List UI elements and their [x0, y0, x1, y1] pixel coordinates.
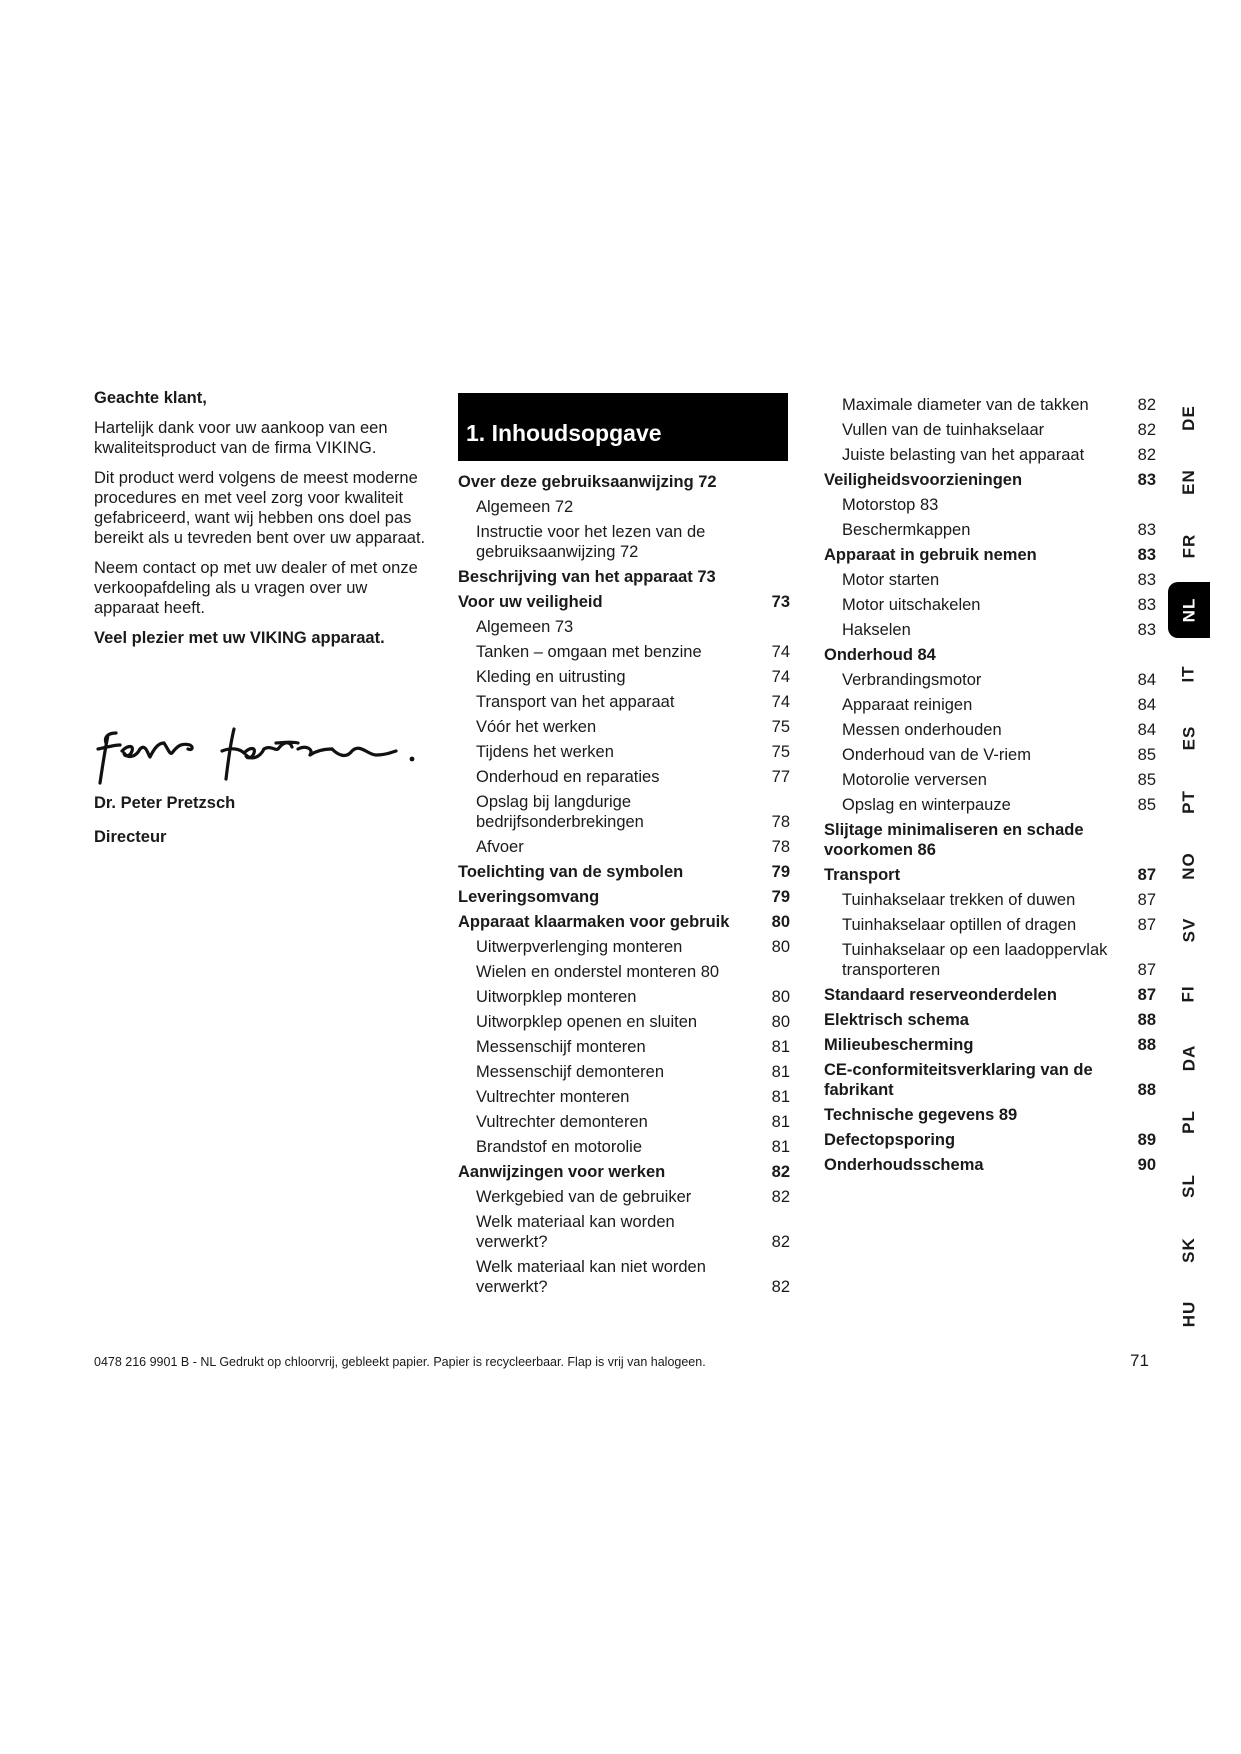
toc-heading [458, 393, 788, 461]
toc-subsection[interactable] [458, 1112, 790, 1132]
toc-subsection[interactable] [824, 420, 1156, 440]
toc-entry-page: 88 [1137, 1081, 1156, 1099]
toc-entry-title: Slijtage minimaliseren en schade voorkomen 86 [824, 821, 1084, 859]
toc-entry-title: Juiste belasting van het apparaat [842, 446, 1085, 464]
toc-subsection[interactable] [458, 717, 790, 737]
toc-entry-title: Brandstof en motorolie [476, 1138, 643, 1156]
toc-subsection[interactable] [458, 987, 790, 1007]
language-tab-fi[interactable] [1168, 966, 1210, 1022]
toc-entry-page: 80 [771, 1013, 790, 1031]
toc-section[interactable] [824, 865, 1156, 885]
toc-entry-title: Onderhoudsschema [824, 1156, 984, 1174]
toc-subsection[interactable] [458, 962, 790, 982]
toc-entry-page: 88 [1137, 1011, 1156, 1029]
language-tab-label: DE [1179, 405, 1198, 431]
toc-entry-title: Motorstop 83 [842, 496, 939, 514]
toc-entry-page: 79 [771, 888, 790, 906]
toc-entry-title: Defectopsporing [824, 1131, 956, 1149]
toc-section[interactable] [824, 1155, 1156, 1175]
toc-entry-page: 73 [771, 593, 790, 611]
toc-subsection[interactable] [458, 1187, 790, 1207]
toc-entry-page: 83 [1137, 471, 1156, 489]
toc-section[interactable] [824, 1105, 1156, 1125]
language-tab-label: IT [1178, 665, 1198, 683]
letter-paragraph: Dit product werd volgens de meest moderne procedures en met veel zorg voor kwaliteit gefabriceerd, want wij hebben ons doel pas bereikt als u tevreden bent over uw apparaat. [94, 469, 426, 547]
toc-entry-page: 85 [1137, 746, 1156, 764]
toc-subsection[interactable] [824, 620, 1156, 640]
toc-entry-page: 83 [1137, 546, 1156, 564]
toc-entry-title: Tijdens het werken [476, 743, 614, 761]
toc-entry-title: Onderhoud en reparaties [476, 768, 660, 786]
toc-entry-title: Algemeen 72 [476, 498, 574, 516]
toc-entry-title: Tuinhakselaar trekken of duwen [842, 891, 1076, 909]
language-tab-pt[interactable] [1168, 774, 1210, 830]
toc-subsection[interactable] [824, 445, 1156, 465]
toc-section[interactable] [458, 592, 790, 612]
toc-subsection[interactable] [458, 1062, 790, 1082]
toc-entry-page: 87 [1137, 986, 1156, 1004]
toc-subsection[interactable] [824, 395, 1156, 415]
toc-section[interactable] [458, 472, 790, 492]
toc-entry-page: 74 [771, 693, 790, 711]
toc-section[interactable] [458, 567, 790, 587]
toc-section[interactable] [824, 1010, 1156, 1030]
language-tab-label: FR [1178, 533, 1198, 559]
toc-entry-page: 82 [771, 1233, 790, 1251]
toc-entry-page: 75 [771, 718, 790, 736]
toc-entry-title: Opslag en winterpauze [842, 796, 1011, 814]
language-tab-label: EN [1179, 469, 1198, 495]
language-tab-label: NO [1179, 852, 1198, 880]
toc-subsection[interactable] [458, 1257, 790, 1297]
language-tab-sv[interactable] [1168, 902, 1210, 958]
toc-entry-title: Vóór het werken [476, 718, 597, 736]
toc-entry-title: Leveringsomvang [458, 888, 600, 906]
toc-entry-title: Standaard reserveonderdelen [824, 986, 1057, 1004]
language-tab-label: FI [1178, 985, 1198, 1003]
toc-entry-page: 82 [771, 1188, 790, 1206]
toc-entry-page: 81 [771, 1138, 790, 1156]
toc-entry-title: Uitworpklep monteren [476, 988, 637, 1006]
toc-entry-page: 82 [1137, 396, 1156, 414]
toc-subsection[interactable] [824, 695, 1156, 715]
toc-entry-page: 83 [1137, 571, 1156, 589]
toc-section[interactable] [458, 1162, 790, 1182]
language-tab-label: DA [1179, 1044, 1198, 1072]
language-tab-label: SL [1178, 1174, 1198, 1198]
language-tab-hu[interactable] [1168, 1286, 1210, 1342]
language-tab-label: SV [1179, 917, 1198, 943]
toc-subsection[interactable] [458, 667, 790, 687]
toc-section[interactable] [824, 985, 1156, 1005]
letter-paragraph: Neem contact op met uw dealer of met onze verkoopafdeling als u vragen over uw apparaat heeft. [94, 559, 418, 617]
toc-entry-page: 85 [1137, 771, 1156, 789]
toc-subsection[interactable] [458, 1212, 790, 1252]
toc-entry-title: Motor starten [842, 571, 940, 589]
toc-entry-page: 88 [1137, 1036, 1156, 1054]
toc-entry-page: 84 [1137, 671, 1156, 689]
signer-name: Dr. Peter Pretzsch [94, 794, 236, 812]
toc-entry-page: 87 [1137, 866, 1156, 884]
language-tab-pl[interactable] [1168, 1094, 1210, 1150]
language-tab-no[interactable] [1168, 838, 1210, 894]
toc-entry-title: Apparaat klaarmaken voor gebruik [458, 913, 730, 931]
toc-entry-page: 81 [771, 1038, 790, 1056]
toc-entry-page: 90 [1137, 1156, 1156, 1174]
toc-entry-page: 83 [1137, 596, 1156, 614]
toc-entry-page: 80 [771, 913, 790, 931]
toc-subsection[interactable] [458, 692, 790, 712]
signer-role: Directeur [94, 828, 167, 846]
toc-entry-title: CE-conformiteitsverklaring van de fabrikant [824, 1061, 1093, 1099]
toc-entry-page: 79 [771, 863, 790, 881]
toc-subsection[interactable] [824, 670, 1156, 690]
toc-subsection[interactable] [824, 495, 1156, 515]
toc-subsection[interactable] [458, 617, 790, 637]
toc-entry-page: 85 [1137, 796, 1156, 814]
toc-column-middle [458, 472, 790, 1302]
toc-entry-title: Algemeen 73 [476, 618, 574, 636]
toc-entry-title: Wielen en onderstel monteren 80 [476, 963, 720, 981]
toc-entry-title: Elektrisch schema [824, 1011, 969, 1029]
toc-subsection[interactable] [824, 770, 1156, 790]
toc-entry-title: Technische gegevens 89 [824, 1106, 1018, 1124]
toc-heading-text: 1. Inhoudsopgave [466, 420, 662, 446]
toc-subsection[interactable] [458, 792, 790, 832]
toc-entry-page: 82 [771, 1278, 790, 1296]
toc-entry-page: 87 [1137, 961, 1156, 979]
toc-entry-title: Kleding en uitrusting [476, 668, 626, 686]
toc-entry-page: 77 [771, 768, 790, 786]
toc-entry-page: 83 [1137, 621, 1156, 639]
toc-entry-title: Verbrandingsmotor [842, 671, 982, 689]
toc-entry-page: 81 [771, 1113, 790, 1131]
toc-subsection[interactable] [458, 837, 790, 857]
language-tab-nl[interactable] [1168, 582, 1210, 638]
language-tab-it[interactable] [1168, 646, 1210, 702]
toc-section[interactable] [458, 862, 790, 882]
toc-entry-page: 81 [771, 1088, 790, 1106]
welcome-letter [94, 388, 429, 658]
toc-entry-title: Onderhoud 84 [824, 646, 936, 664]
toc-entry-title: Uitwerpverlenging monteren [476, 938, 683, 956]
toc-entry-page: 74 [771, 643, 790, 661]
language-tab-fr[interactable] [1168, 518, 1210, 574]
handwritten-signature [94, 715, 434, 785]
toc-entry-page: 80 [771, 938, 790, 956]
toc-subsection[interactable] [824, 795, 1156, 815]
language-tab-label: HU [1179, 1300, 1198, 1328]
toc-entry-title: Instructie voor het lezen van de gebruiksaanwijzing 72 [476, 523, 706, 561]
toc-entry-page: 81 [771, 1063, 790, 1081]
toc-entry-title: Apparaat reinigen [842, 696, 973, 714]
language-tab-label: NL [1178, 597, 1198, 623]
toc-section[interactable] [458, 912, 790, 932]
toc-entry-page: 82 [1137, 421, 1156, 439]
toc-subsection[interactable] [824, 745, 1156, 765]
toc-entry-title: Voor uw veiligheid [458, 593, 603, 611]
toc-subsection[interactable] [458, 937, 790, 957]
toc-entry-title: Motorolie verversen [842, 771, 987, 789]
toc-entry-title: Messenschijf monteren [476, 1038, 646, 1056]
toc-entry-title: Tuinhakselaar op een laadoppervlak transporteren [842, 941, 1108, 979]
closing-line: Veel plezier met uw VIKING apparaat. [94, 629, 385, 647]
toc-entry-title: Beschermkappen [842, 521, 971, 539]
toc-entry-title: Transport [824, 866, 901, 884]
toc-entry-page: 78 [771, 813, 790, 831]
toc-entry-title: Transport van het apparaat [476, 693, 675, 711]
toc-entry-title: Welk materiaal kan worden verwerkt? [476, 1213, 675, 1251]
toc-entry-title: Vullen van de tuinhakselaar [842, 421, 1045, 439]
toc-section[interactable] [824, 1130, 1156, 1150]
toc-section[interactable] [824, 820, 1156, 860]
toc-entry-title: Welk materiaal kan niet worden verwerkt? [476, 1258, 706, 1296]
toc-entry-page: 80 [771, 988, 790, 1006]
toc-subsection[interactable] [824, 595, 1156, 615]
language-tab-es[interactable] [1168, 710, 1210, 766]
toc-section[interactable] [824, 1060, 1156, 1100]
toc-section[interactable] [824, 545, 1156, 565]
toc-subsection[interactable] [824, 915, 1156, 935]
toc-subsection[interactable] [458, 1087, 790, 1107]
toc-entry-title: Veiligheidsvoorzieningen [824, 471, 1023, 489]
language-tab-label: PT [1178, 790, 1198, 814]
toc-entry-title: Maximale diameter van de takken [842, 396, 1089, 414]
toc-subsection[interactable] [458, 642, 790, 662]
toc-entry-title: Apparaat in gebruik nemen [824, 546, 1037, 564]
toc-subsection[interactable] [458, 497, 790, 517]
toc-entry-page: 78 [771, 838, 790, 856]
toc-entry-title: Motor uitschakelen [842, 596, 981, 614]
toc-entry-title: Uitworpklep openen en sluiten [476, 1013, 698, 1031]
language-tab-sl[interactable] [1168, 1158, 1210, 1214]
toc-section[interactable] [824, 470, 1156, 490]
toc-subsection[interactable] [824, 720, 1156, 740]
toc-entry-title: Opslag bij langdurige bedrijfsonderbrekingen [476, 793, 644, 831]
toc-entry-page: 84 [1137, 721, 1156, 739]
toc-entry-page: 74 [771, 668, 790, 686]
toc-subsection[interactable] [458, 522, 790, 562]
toc-subsection[interactable] [458, 742, 790, 762]
toc-section[interactable] [824, 1035, 1156, 1055]
greeting: Geachte klant, [94, 389, 207, 407]
toc-entry-title: Tuinhakselaar optillen of dragen [842, 916, 1077, 934]
toc-entry-title: Afvoer [476, 838, 524, 856]
toc-section[interactable] [824, 645, 1156, 665]
toc-subsection[interactable] [824, 890, 1156, 910]
toc-entry-title: Vultrechter demonteren [476, 1113, 648, 1131]
toc-entry-page: 82 [1137, 446, 1156, 464]
toc-entry-title: Aanwijzingen voor werken [458, 1163, 666, 1181]
language-tab-label: SK [1179, 1237, 1198, 1263]
toc-subsection[interactable] [824, 520, 1156, 540]
toc-entry-title: Messenschijf demonteren [476, 1063, 665, 1081]
toc-entry-title: Milieubescherming [824, 1036, 974, 1054]
toc-subsection[interactable] [824, 940, 1156, 980]
toc-subsection[interactable] [458, 767, 790, 787]
language-tab-label: ES [1179, 725, 1198, 751]
toc-entry-title: Toelichting van de symbolen [458, 863, 684, 881]
page-number: 71 [1130, 1351, 1149, 1370]
toc-entry-page: 87 [1137, 891, 1156, 909]
toc-entry-title: Hakselen [842, 621, 911, 639]
toc-entry-page: 83 [1137, 521, 1156, 539]
toc-subsection[interactable] [458, 1037, 790, 1057]
toc-entry-title: Werkgebied van de gebruiker [476, 1188, 692, 1206]
toc-subsection[interactable] [824, 570, 1156, 590]
footer-note: 0478 216 9901 B - NL Gedrukt op chloorvrij, gebleekt papier. Papier is recycleerbaar. Flap is vrij van halogeen. [94, 1355, 706, 1369]
toc-entry-title: Onderhoud van de V-riem [842, 746, 1031, 764]
toc-entry-page: 87 [1137, 916, 1156, 934]
language-tab-da[interactable] [1168, 1030, 1210, 1086]
toc-entry-page: 84 [1137, 696, 1156, 714]
toc-entry-page: 82 [771, 1163, 790, 1181]
toc-section[interactable] [458, 887, 790, 907]
toc-entry-title: Over deze gebruiksaanwijzing 72 [458, 473, 717, 491]
toc-entry-title: Tanken – omgaan met benzine [476, 643, 702, 661]
toc-entry-page: 75 [771, 743, 790, 761]
toc-entry-page: 89 [1137, 1131, 1156, 1149]
toc-subsection[interactable] [458, 1137, 790, 1157]
language-tab-de[interactable] [1168, 390, 1210, 446]
letter-paragraph: Hartelijk dank voor uw aankoop van een kwaliteitsproduct van de firma VIKING. [94, 419, 388, 457]
toc-entry-title: Beschrijving van het apparaat 73 [458, 568, 716, 586]
language-tab-sk[interactable] [1168, 1222, 1210, 1278]
language-tab-en[interactable] [1168, 454, 1210, 510]
language-tab-label: PL [1178, 1110, 1198, 1134]
toc-entry-title: Vultrechter monteren [476, 1088, 630, 1106]
toc-column-right [824, 395, 1156, 1180]
toc-subsection[interactable] [458, 1012, 790, 1032]
toc-entry-title: Messen onderhouden [842, 721, 1002, 739]
